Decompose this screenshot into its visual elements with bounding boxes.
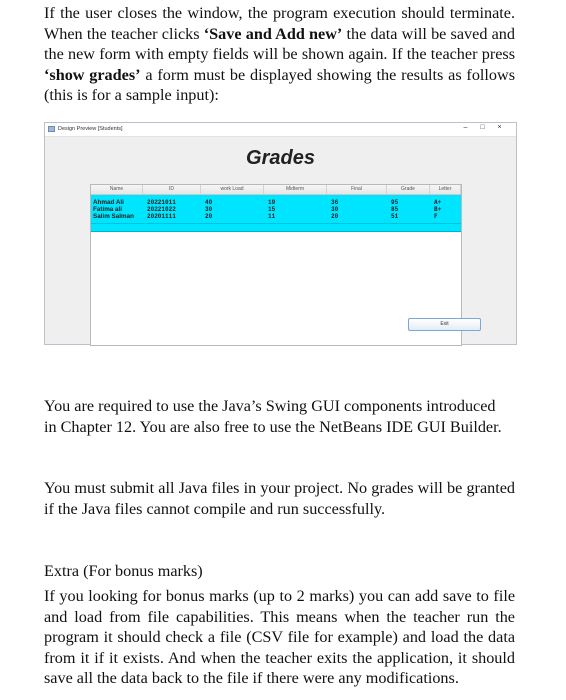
cell-name: Salim Salman (93, 213, 134, 220)
cell-workload: 30 (205, 206, 213, 213)
cell-workload: 40 (205, 199, 213, 206)
swing-requirement-paragraph: You are required to use the Java’s Swing GUI components introduced in Chapter 12. You are also free to use the NetBeans IDE GUI Builder. (44, 397, 502, 436)
cell-final: 36 (331, 199, 339, 206)
column-header-id[interactable]: ID (143, 185, 201, 194)
window-titlebar (45, 123, 516, 137)
grades-table[interactable] (90, 184, 462, 346)
column-header-grade[interactable]: Grade (387, 185, 430, 194)
grades-heading: Grades (246, 147, 315, 169)
table-row[interactable] (91, 213, 461, 220)
show-grades-phrase: ‘show grades’ (44, 65, 141, 84)
cell-id: 20221011 (147, 199, 176, 206)
column-header-final[interactable]: Final (327, 185, 387, 194)
intro-text-2: the data will be saved and the new form with empty fields will be shown again. If the teacher press (44, 24, 515, 64)
save-add-new-phrase: ‘Save and Add new’ (203, 24, 343, 43)
intro-text-3: a form must be displayed showing the results as follows (this is for a sample input): (44, 65, 515, 105)
column-header-name[interactable]: Name (91, 185, 143, 194)
column-header-workload[interactable]: work Load (201, 185, 264, 194)
table-header (91, 185, 461, 195)
table-body (91, 195, 461, 232)
maximize-icon[interactable]: □ (480, 124, 485, 131)
cell-midterm: 19 (268, 199, 276, 206)
cell-letter: B+ (434, 206, 442, 213)
extra-heading: Extra (For bonus marks) (44, 562, 203, 580)
cell-grade: 85 (391, 206, 399, 213)
close-icon[interactable]: × (497, 124, 502, 131)
intro-text-1: If the user closes the window, the program execution should terminate. When the teacher clicks (44, 4, 515, 43)
bonus-paragraph: If you looking for bonus marks (up to 2 marks) you can add save to file and load from file capabilities. This means when the teacher run the program it should check a file (CSV file for example) and load the data from it if it exists. And when the teacher exits the application, it should save all the data back to the file if there were any modifications. (44, 587, 515, 688)
window-controls (457, 124, 508, 131)
table-row[interactable] (91, 206, 461, 213)
cell-letter: A+ (434, 199, 442, 206)
cell-id: 20221022 (147, 206, 176, 213)
cell-final: 20 (331, 213, 339, 220)
app-icon (48, 126, 55, 132)
column-header-letter[interactable]: Letter (430, 185, 461, 194)
cell-grade: 51 (391, 213, 399, 220)
cell-id: 20201111 (147, 213, 176, 220)
cell-workload: 20 (205, 213, 213, 220)
table-row[interactable] (91, 199, 461, 206)
cell-name: Fatima ali (93, 206, 123, 213)
cell-midterm: 11 (268, 213, 276, 220)
row-divider (91, 223, 461, 224)
intro-paragraph (44, 3, 515, 106)
cell-final: 30 (331, 206, 339, 213)
window-title: Design Preview [Students] (58, 126, 123, 132)
exit-button[interactable]: Exit (408, 318, 481, 331)
grades-window-screenshot (44, 122, 517, 345)
minimize-icon[interactable]: – (463, 124, 468, 131)
submit-requirement-paragraph: You must submit all Java files in your project. No grades will be granted if the Java files cannot compile and run successfully. (44, 479, 515, 518)
cell-midterm: 15 (268, 206, 276, 213)
cell-letter: F (434, 213, 438, 220)
cell-name: Ahmad Ali (93, 199, 124, 206)
cell-grade: 95 (391, 199, 399, 206)
column-header-midterm[interactable]: Midterm (264, 185, 327, 194)
